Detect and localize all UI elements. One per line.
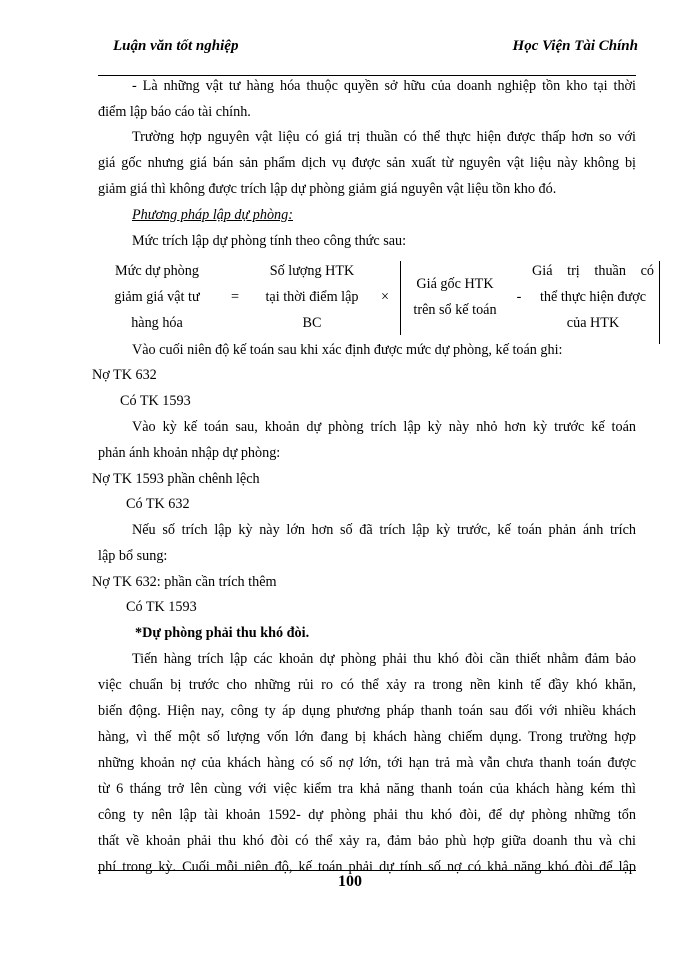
para-a-line-2: điểm lập báo cáo tài chính. <box>98 104 251 120</box>
page-number: 100 <box>338 873 362 890</box>
para-f-line-8: thất về khoản phải thu khó đòi có thể xảy ra, đảm bảo phù hợp giữa doanh thu và chi <box>98 833 636 849</box>
formula-minus-sign: - <box>516 289 522 305</box>
entry1-debit: Nợ TK 632 <box>92 367 157 383</box>
formula-times-sign: × <box>380 289 389 305</box>
formula-bracket-left <box>400 261 401 335</box>
entry2-credit: Có TK 632 <box>126 496 190 512</box>
footer-rule <box>98 870 636 871</box>
para-b-line-2: giá gốc nhưng giá bán sản phẩm dịch vụ được sản xuất từ nguyên vật liệu này không bị <box>98 155 636 171</box>
formula-term-net-value-line: thể thực hiện được <box>539 289 646 305</box>
para-f-line-6: từ 6 tháng trở lên cùng với việc kiểm tra khả năng thanh toán của khách hàng kém thì <box>98 781 636 797</box>
para-f-line-7: công ty nên lập tài khoản 1592- dự phòng phải thu khó đòi, để dự phòng những tổn <box>98 807 636 823</box>
formula-equals-sign: = <box>230 289 239 305</box>
entry3-credit: Có TK 1593 <box>126 599 197 615</box>
para-e-line-1: Nếu số trích lập kỳ này lớn hơn số đã trích lập kỳ trước, kế toán phản ánh trích <box>132 522 636 538</box>
para-b-line-3: giảm giá thì không được trích lập dự phòng giảm giá nguyên vật liệu tồn kho đó. <box>98 181 557 197</box>
para-f-line-3: biến động. Hiện nay, công ty áp dụng phương pháp thanh toán sau đối với nhiều khách <box>98 703 636 719</box>
method-heading <box>98 207 636 224</box>
formula-term-net-value <box>532 258 654 336</box>
formula-term-quantity <box>256 258 368 336</box>
formula-term-quantity-line: BC <box>302 315 322 331</box>
para-d-line-1: Vào kỳ kế toán sau, khoản dự phòng trích lập kỳ này nhỏ hơn kỳ trước kế toán <box>132 419 636 435</box>
entry1-credit: Có TK 1593 <box>120 393 191 409</box>
formula-term-provision <box>106 258 208 336</box>
header-title-right: Học Viện Tài Chính <box>512 38 638 54</box>
para-b-line-1: Trường hợp nguyên vật liệu có giá trị thuần có thể thực hiện được thấp hơn so với <box>132 129 636 145</box>
section-heading: *Dự phòng phải thu khó đòi. <box>135 625 310 641</box>
formula-term-quantity-line: Số lượng HTK <box>269 263 355 279</box>
para-f-line-5: những khoản nợ của khách hàng có số nợ lớn, tới hạn trả mà vẫn chưa thanh toán được <box>98 755 636 771</box>
formula-term-net-value-line: của HTK <box>566 315 620 331</box>
formula-term-provision-line: Mức dự phòng <box>115 263 199 279</box>
header-title-left: Luận văn tốt nghiệp <box>113 38 239 54</box>
entry3-debit: Nợ TK 632: phần cần trích thêm <box>92 574 277 590</box>
formula-term-provision-line: giảm giá vật tư <box>114 289 200 305</box>
formula-bracket-right <box>659 261 660 344</box>
formula-term-provision-line: hàng hóa <box>131 315 183 331</box>
formula-term-net-value-line: Giá trị thuần có <box>532 263 654 279</box>
formula-term-cost-line: Giá gốc HTK <box>416 276 494 292</box>
para-f-line-1: Tiến hàng trích lập các khoản dự phòng phải thu khó đòi cần thiết nhằm đảm bảo <box>132 651 636 667</box>
formula-term-cost-line: trên sổ kế toán <box>413 302 497 318</box>
para-c: Vào cuối niên độ kế toán sau khi xác định được mức dự phòng, kế toán ghi: <box>132 342 563 358</box>
para-f-line-2: việc chuẩn bị trước cho những rủi ro có thể xảy ra trong nền kinh tế đầy khó khăn, <box>98 677 636 693</box>
entry2-debit: Nợ TK 1593 phần chênh lệch <box>92 471 260 487</box>
para-a-line-1: - Là những vật tư hàng hóa thuộc quyền sở hữu của doanh nghiệp tồn kho tại thời <box>132 78 636 94</box>
method-heading-text: Phương pháp lập dự phòng: <box>132 207 293 223</box>
formula-term-quantity-line: tại thời điểm lập <box>265 289 359 305</box>
formula-intro: Mức trích lập dự phòng tính theo công thức sau: <box>132 233 407 249</box>
formula-term-cost <box>404 271 506 323</box>
para-e-line-2: lập bổ sung: <box>98 548 168 564</box>
para-d-line-2: phản ánh khoản nhập dự phòng: <box>98 445 281 461</box>
header-rule <box>98 75 636 76</box>
para-f-line-4: hàng, vì thế một số lượng vốn lớn đang bị khách hàng chiếm dụng. Trong trường hợp <box>98 729 636 745</box>
para-f-line-9: phí trong kỳ. Cuối mỗi niên độ, kế toán phải dự tính số nợ có khả năng khó đòi để lập <box>98 859 636 875</box>
